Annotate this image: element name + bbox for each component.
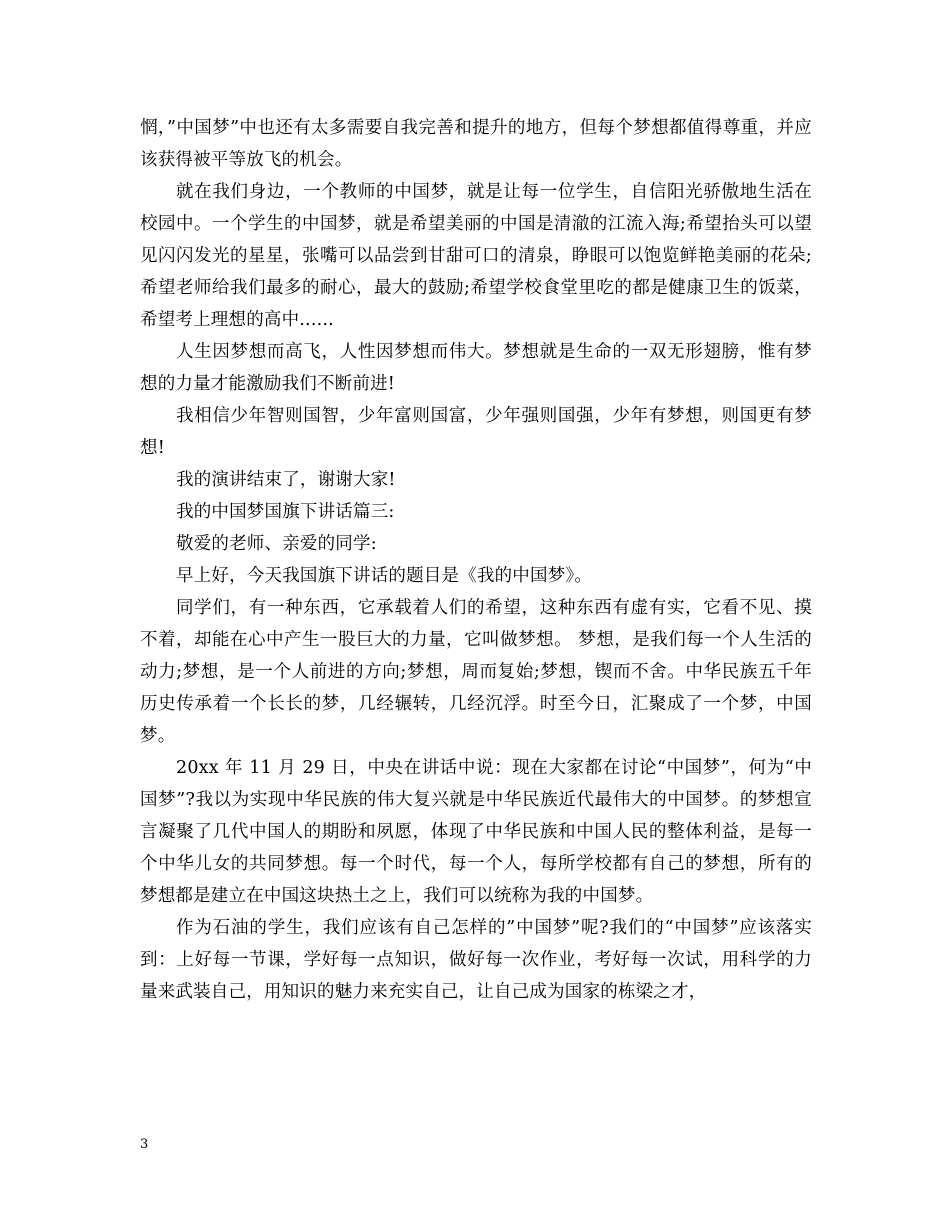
paragraph: 作为石油的学生，我们应该有自己怎样的”中国梦”呢?我们的“中国梦”应该落实到：上好每一节课，学好每一点知识，做好每一次作业，考好每一次试，用科学的力量来武装自己，用知识的魅力来充实自己，让自己成为国家的栋梁之才，	[140, 918, 812, 1002]
paragraph: 20xx 年 11 月 29 日，中央在讲话中说：现在大家都在讨论“中国梦”，何为“中国梦”?我以为实现中华民族的伟大复兴就是中华民族近代最伟大的中国梦。的梦想宣言凝聚了几代中国人的期盼和夙愿，体现了中华民族和中国人民的整体利益，是每一个中华儿女的共同梦想。每一个时代，每一个人，每所学校都有自己的梦想，所有的梦想都是建立在中国这块热土之上，我们可以统称为我的中国梦。	[140, 758, 812, 906]
paragraph: 我相信少年智则国智，少年富则国富，少年强则国强，少年有梦想，则国更有梦想!	[140, 406, 812, 458]
paragraph: 惘，”中国梦”中也还有太多需要自我完善和提升的地方，但每个梦想都值得尊重，并应该获得被平等放飞的机会。	[140, 118, 812, 170]
paragraph: 就在我们身边，一个教师的中国梦，就是让每一位学生，自信阳光骄傲地生活在校园中。一个学生的中国梦，就是希望美丽的中国是清澈的江流入海;希望抬头可以望见闪闪发光的星星，张嘴可以品尝到甘甜可口的清泉，睁眼可以饱览鲜艳美丽的花朵;希望老师给我们最多的耐心，最大的鼓励;希望学校食堂里吃的都是健康卫生的饭菜，希望考上理想的高中......	[140, 182, 812, 330]
paragraph: 我的演讲结束了，谢谢大家!	[176, 470, 396, 490]
document-body	[140, 112, 812, 1008]
paragraph: 早上好，今天我国旗下讲话的题目是《我的中国梦》。	[176, 566, 593, 586]
paragraph: 同学们，有一种东西，它承载着人们的希望，这种东西有虚有实，它看不见、摸不着，却能在心中产生一股巨大的力量，它叫做梦想。 梦想，是我们每一个人生活的动力;梦想，是一个人前进的方向;梦想，周而复始;梦想，锲而不舍。中华民族五千年历史传承着一个长长的梦，几经辗转，几经沉浮。时至今日，汇聚成了一个梦，中国梦。	[140, 598, 812, 746]
page-number: 3	[140, 1137, 149, 1152]
paragraph: 人生因梦想而高飞，人性因梦想而伟大。梦想就是生命的一双无形翅膀，惟有梦想的力量才能激励我们不断前进!	[140, 342, 812, 394]
salutation: 敬爱的老师、亲爱的同学:	[176, 534, 377, 554]
section-heading: 我的中国梦国旗下讲话篇三:	[176, 502, 395, 522]
